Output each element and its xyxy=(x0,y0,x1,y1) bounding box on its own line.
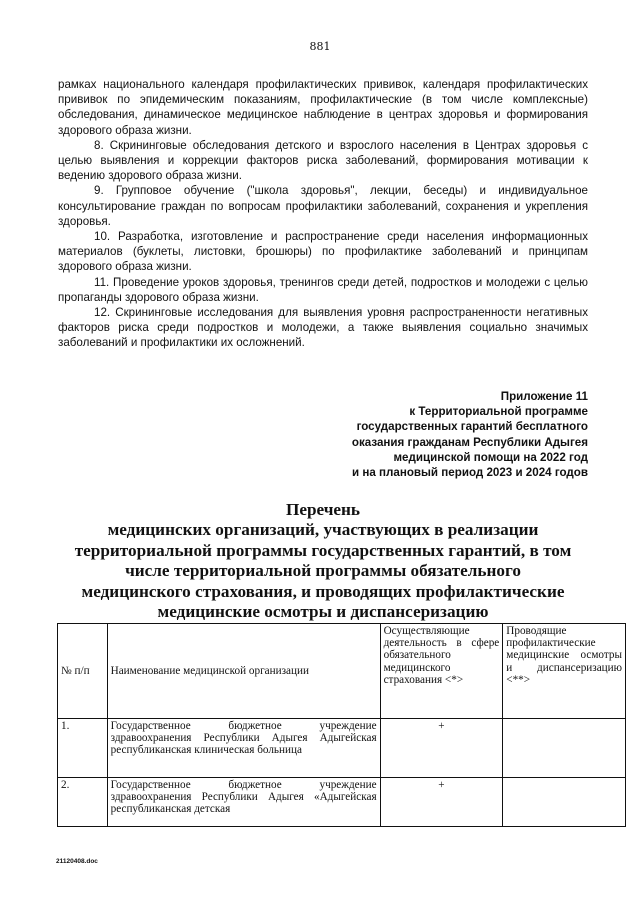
paragraph-item-11: 11. Проведение уроков здоровья, тренингов среди детей, подростков и молодежи с целью пропаганды здорового образа жизни. xyxy=(58,275,588,304)
paragraph-item-9: 9. Групповое обучение ("школа здоровья", лекции, беседы) и индивидуальное консультирование граждан по вопросам профилактики заболеваний, сохранения и укрепления здоровья. xyxy=(58,184,588,228)
row-oms-cell xyxy=(380,778,503,827)
appendix-line: Приложение 11 xyxy=(500,390,588,403)
paragraph-item-12: 12. Скрининговые исследования для выявления уровня распространенности негативных факторов риска среди подростков и молодежи, а также выявления социально значимых заболеваний и профилактики их осложнений. xyxy=(58,306,588,350)
row-org-name: Государственное бюджетное учреждение здравоохранения Республики Адыгея «Адыгейская республиканская детская xyxy=(107,778,380,827)
page-number: 881 xyxy=(309,40,331,53)
table-row xyxy=(58,778,626,827)
document-title xyxy=(56,500,590,622)
row-prof-cell xyxy=(503,778,626,827)
header-oms: Осуществляющие деятельность в сфере обязательного медицинского страхования <*> xyxy=(380,624,503,719)
title-line: территориальной программы государственных гарантий, в том xyxy=(74,540,572,560)
header-prof: Проводящие профилактические медицинские осмотры и диспансеризацию <**> xyxy=(503,624,626,719)
title-line: медицинские осмотры и диспансеризацию xyxy=(157,602,489,622)
title-line: медицинских организаций, участвующих в реализации xyxy=(107,520,539,540)
row-num: 2. xyxy=(58,778,108,827)
organizations-table xyxy=(57,623,626,827)
appendix-line: оказания гражданам Республики Адыгея xyxy=(351,435,588,449)
header-num: № п/п xyxy=(58,624,108,719)
paragraph-item-8: 8. Скрининговые обследования детского и взрослого населения в Центрах здоровья с целью выявления и коррекции факторов риска заболеваний, формирования мотивации к ведению здорового образа жизни. xyxy=(58,138,588,183)
row-prof-cell xyxy=(503,719,626,778)
row-org-name: Государственное бюджетное учреждение здравоохранения Республики Адыгея Адыгейская республиканская клиническая больница xyxy=(107,719,380,778)
row-num: 1. xyxy=(58,719,108,778)
body-text xyxy=(58,77,588,351)
appendix-line: государственных гарантий бесплатного xyxy=(356,420,588,434)
title-line: медицинского страхования, и проводящих профилактические xyxy=(81,581,565,601)
table-row xyxy=(58,719,626,778)
appendix-line: медицинской помощи на 2022 год xyxy=(393,450,588,464)
paragraph-item-10: 10. Разработка, изготовление и распространение среди населения информационных материалов (буклеты, листовки, брошюры) по профилактике заболеваний и принципам здорового образа жизни. xyxy=(58,230,588,274)
row-oms-mark: + xyxy=(438,779,445,791)
title-line: Перечень xyxy=(285,500,361,519)
paragraph-continuation: рамках национального календаря профилактических прививок, календаря профилактических прививок по эпидемическим показаниям, профилактические (в том числе комплексные) обследования, динамическое медицинское наблюдение в центрах здоровья и формирования здорового образа жизни. xyxy=(58,78,588,137)
header-name: Наименование медицинской организации xyxy=(107,624,380,719)
footer-filename: 21120408.doc xyxy=(56,858,98,865)
appendix-header xyxy=(268,389,588,480)
appendix-line: и на плановый период 2023 и 2024 годов xyxy=(351,466,588,480)
row-oms-mark: + xyxy=(438,720,445,732)
table-header-row xyxy=(58,624,626,719)
row-oms-cell xyxy=(380,719,503,778)
title-line: числе территориальной программы обязательного xyxy=(125,561,521,581)
appendix-line: к Территориальной программе xyxy=(409,405,588,419)
